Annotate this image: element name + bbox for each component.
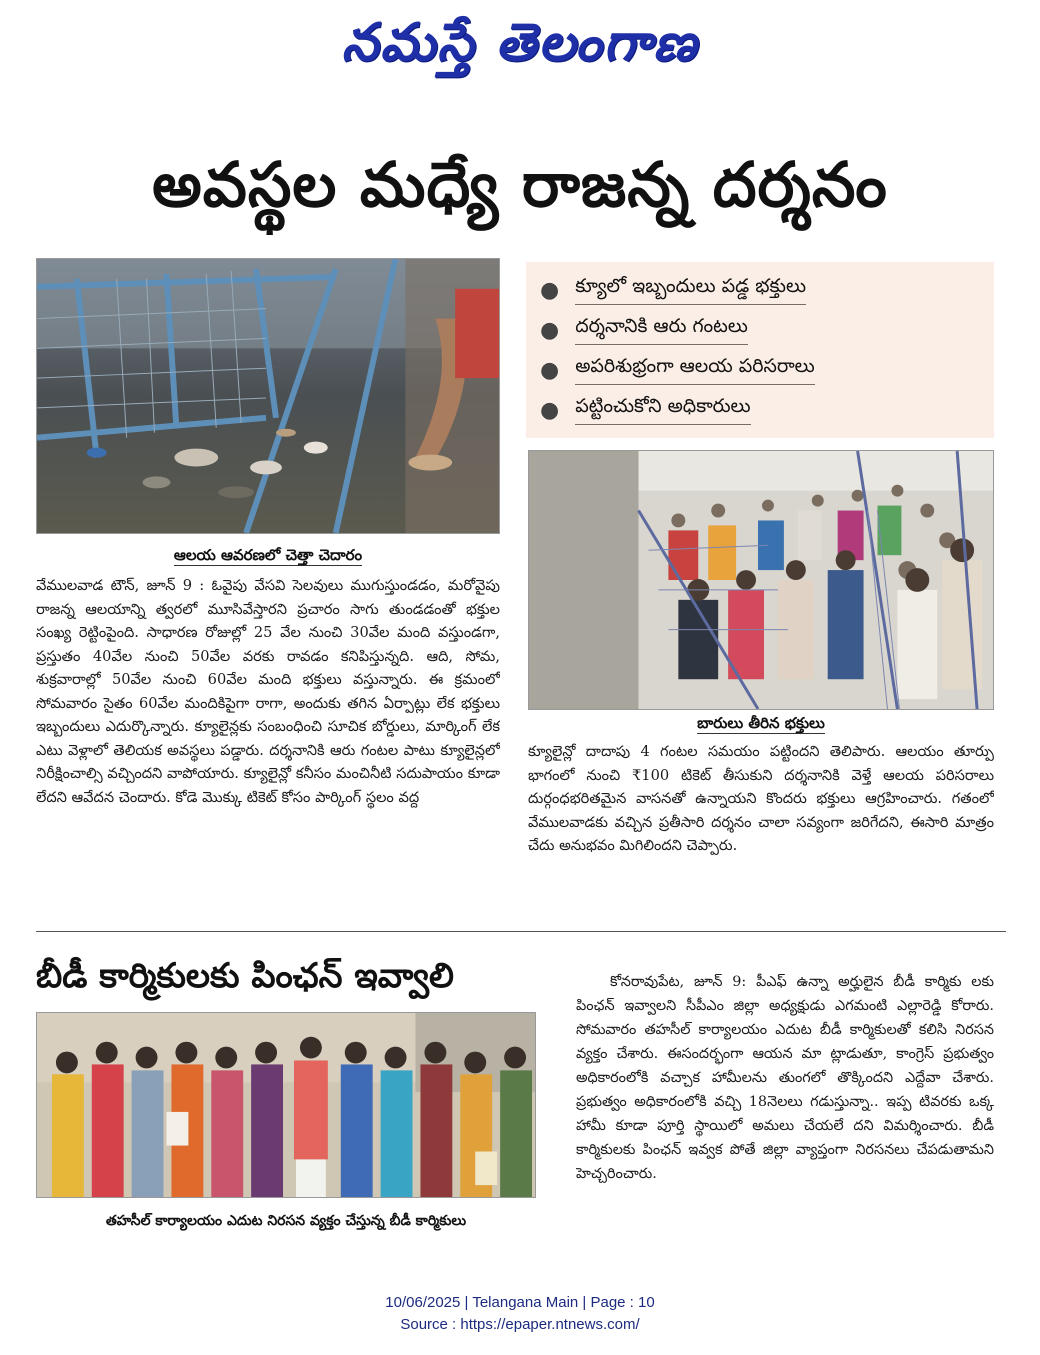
footer-date-line: 10/06/2025 | Telangana Main | Page : 10 xyxy=(385,1294,655,1311)
photo1-caption xyxy=(36,544,500,566)
highlight-item xyxy=(540,310,980,350)
highlight-text: పట్టించుకోని అధికారులు xyxy=(575,395,750,425)
highlight-item xyxy=(540,390,980,430)
masthead-logo: నమస్తే తెలంగాణ xyxy=(341,12,699,73)
highlight-item xyxy=(540,270,980,310)
highlight-text: అపరిశుభ్రంగా ఆలయ పరిసరాలు xyxy=(575,355,815,385)
photo-protest xyxy=(36,1012,536,1198)
photo-queue xyxy=(528,450,994,710)
photo2-caption-text: బారులు తీరిన భక్తులు xyxy=(697,714,825,732)
second-headline: బీడీ కార్మికులకు పింఛన్ ఇవ్వాలి xyxy=(36,956,454,996)
bullet-dot-icon: ● xyxy=(540,277,560,303)
article-body-right xyxy=(528,740,994,915)
article-paragraph: క్యూలైన్లో దాదాపు 4 గంటల సమయం పట్టిందని తెలిపారు. ఆలయం తూర్పు భాగంలో నుంచి ₹100 టికెట్ తీసుకుని దర్శనానికి వెళ్తే ఆలయ పరిసరాలు దుర్గంధభరితమైన వాసనతో ఉన్నాయని కొందరు భక్తులు ఆగ్రహించారు. గతంలో వేములవాడకు వచ్చిన ప్రతీసారి దర్శనం చాలా సవ్యంగా జరిగేదని, ఈసారి మాత్రం చేదు అనుభవం మిగిలిందని చెప్పారు. xyxy=(528,743,994,854)
article-body-left xyxy=(36,574,500,914)
photo2-caption xyxy=(528,712,994,734)
photo1-caption-text: ఆలయ ఆవరణలో చెత్తా చెదారం xyxy=(173,546,363,564)
bullet-dot-icon: ● xyxy=(540,317,560,343)
bullet-dot-icon: ● xyxy=(540,397,560,423)
footer-source-line[interactable]: Source : https://epaper.ntnews.com/ xyxy=(400,1316,640,1333)
highlight-text: క్యూలో ఇబ్బందులు పడ్డ భక్తులు xyxy=(575,275,806,305)
highlight-text: దర్శనానికి ఆరు గంటలు xyxy=(575,315,748,345)
article-paragraph: కోనరావుపేట, జూన్ 9: పీఎఫ్ ఉన్నా అర్హులైన బీడీ కార్మికు లకు పింఛన్ ఇవ్వాలని సీపీఎం జిల్లా అధ్యక్షుడు ఎగమంటి ఎల్లారెడ్డి కోరారు. సోమవారం తహసీల్ కార్యాలయం ఎదుట బీడీ కార్మికులతో కలిసి నిరసన వ్యక్తం చేశారు. ఈసందర్భంగా ఆయన మా ట్లాడుతూ, కాంగ్రెస్ ప్రభుత్వం అధికారంలోకి వచ్చాక హామీలను తుంగలో తొక్కిందని ఎద్దేవా చేశారు. ప్రభుత్వం అధికారంలోకి వచ్చి 18నెలలు గడుస్తున్నా.. ఇప్ప టివరకు ఒక్క హామీ కూడా పూర్తి స్థాయిలో అమలు చేయలే దని విమర్శించారు. బీడీ కార్మికులకు పింఛన్ ఇవ్వక పోతే జిల్లా వ్యాప్తంగా నిరసనలు చేపడుతామని హెచ్చరించారు. xyxy=(576,974,994,1182)
article-paragraph: వేములవాడ టౌన్, జూన్ 9 : ఓవైపు వేసవి సెలవులు ముగుస్తుండడం, మరోవైపు రాజన్న ఆలయాన్ని త్వరలో మూసివేస్తారని ప్రచారం సాగు తుండడంతో భక్తుల సంఖ్య రెట్టింపైంది. సాధారణ రోజుల్లో 25 వేల నుంచి 30వేల మంది వస్తుండగా, ప్రస్తుతం 40వేల నుంచి 50వేల వరకు రావడం కనిపిస్తున్నది. ఆది, సోమ, శుక్రవారాల్లో 50వేల నుంచి 60వేల మంది భక్తులు వస్తున్నారు. ఈ క్రమంలో సోమవారం సైతం 60వేల మందికిపైగా రాగా, అందుకు తగిన ఏర్పాట్లు లేక భక్తులు ఇబ్బందులు ఎదుర్కొన్నారు. క్యూలైన్లకు సంబంధించి సూచిక బోర్డులు, మార్కింగ్ లేక ఎటు వెళ్లాలో తెలియక అవస్థలు పడ్డారు. దర్శనానికి ఆరు గంటల పాటు క్యూలైన్లలో నిరీక్షించాల్సి వచ్చిందని వాపోయారు. క్యూలైన్లో కనీసం మంచినీటి సదుపాయం కూడా లేదని ఆవేదన చెందారు. కోడె మొక్కు టికెట్ కోసం పార్కింగ్ స్థలం వద్ద xyxy=(36,577,500,806)
photo3-caption: తహసీల్ కార్యాలయం ఎదుట నిరసన వ్యక్తం చేస్తున్న బీడీ కార్మికులు xyxy=(105,1213,467,1229)
bullet-dot-icon: ● xyxy=(540,357,560,383)
main-headline: అవస్థల మధ్యే రాజన్న దర్శనం xyxy=(152,148,888,221)
section-divider xyxy=(36,931,1006,932)
highlight-item xyxy=(540,350,980,390)
second-article-body xyxy=(576,970,994,1250)
highlights-box xyxy=(526,262,994,438)
photo-garbage xyxy=(36,258,500,534)
